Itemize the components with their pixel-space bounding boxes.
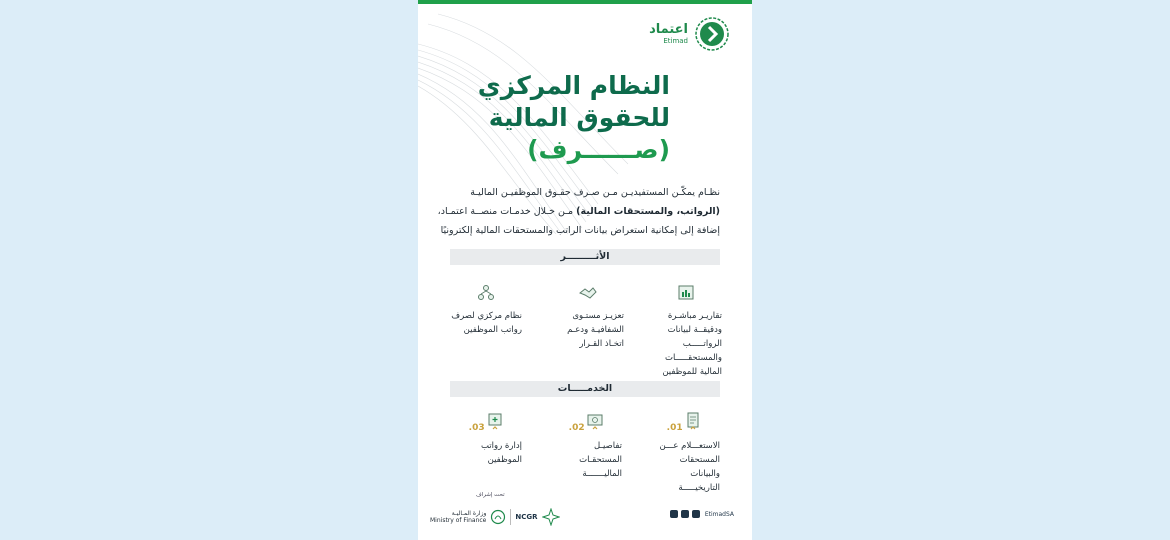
impact-item [450, 283, 522, 337]
service-text: تفاصيـل المستحقـات الماليـــــــة [579, 441, 622, 479]
youtube-icon[interactable] [692, 510, 700, 518]
intro-line-2 [430, 202, 720, 221]
service-item [550, 412, 622, 481]
etimad-emblem-icon [694, 16, 730, 52]
intro-paragraph [430, 183, 720, 240]
report-icon [676, 283, 696, 303]
social-handle: EtimadSA [704, 510, 734, 518]
etimad-logo [649, 16, 730, 52]
service-item [450, 412, 522, 467]
services-heading: الخدمـــــات [450, 381, 720, 397]
ncgr-label: NCGR [515, 513, 538, 521]
service-text: الاستعـــلام عـــن المستحقات والبيانات التاريخيـــــة [659, 441, 720, 493]
title-line-2: للحقوق المالية [488, 103, 670, 132]
title-line-1: النظام المركزي [477, 71, 670, 100]
money-details-icon [587, 412, 603, 430]
logo-arabic: اعتماد [649, 21, 688, 37]
impact-text: تعزيـز مستـوى الشفافيـة ودعـم اتخـاذ القـرار [567, 311, 624, 349]
intro-bold: (الرواتب، والمستحقات المالية) [576, 206, 720, 217]
impact-item [552, 283, 624, 351]
social-links [670, 510, 734, 518]
handshake-icon [578, 283, 598, 303]
service-number: 02. [568, 423, 585, 433]
impact-text: تقاريـر مباشـرة ودقيقــة لبيانات الرواتـــــب والمستحقـــــات المالية للموظفين [662, 311, 722, 377]
partners-logos [430, 508, 560, 526]
impact-text: نظام مركزي لصرف رواتب الموظفين [451, 311, 522, 335]
people-network-icon [476, 283, 496, 303]
intro-line-1: نظـام يمكّـن المستفيديـن مـن صـرف حقـوق الموظفيـن الماليـة [470, 187, 720, 198]
title-line-3: (صــــــرف) [527, 135, 670, 164]
service-item [648, 412, 720, 495]
ncgr-emblem-icon [542, 508, 560, 526]
salary-management-icon [487, 412, 503, 430]
ministry-english: Ministry of Finance [430, 517, 487, 524]
service-number: 03. [468, 423, 485, 433]
twitter-icon[interactable] [670, 510, 678, 518]
service-text: إدارة رواتب الموظفين [480, 441, 522, 465]
impact-item [650, 283, 722, 379]
poster [418, 0, 752, 540]
impact-heading: الأثـــــــــر [450, 249, 720, 265]
documents-icon [685, 412, 701, 430]
ministry-emblem-icon [490, 509, 506, 525]
service-number: 01. [666, 423, 683, 433]
ministry-arabic: وزارة المـاليـة [451, 510, 487, 517]
under-supervision-label: تحت إشراف [476, 492, 505, 498]
logo-english: Etimad [663, 36, 688, 45]
intro-line-2-rest: مـن خـلال خدمـات منصــة اعتمـاد، [437, 206, 577, 217]
linkedin-icon[interactable] [681, 510, 689, 518]
intro-line-3: إضافة إلى إمكانية استعراض بيانات الراتب والمستحقات المالية إلكترونيًا [440, 225, 720, 236]
page-title [430, 70, 670, 166]
